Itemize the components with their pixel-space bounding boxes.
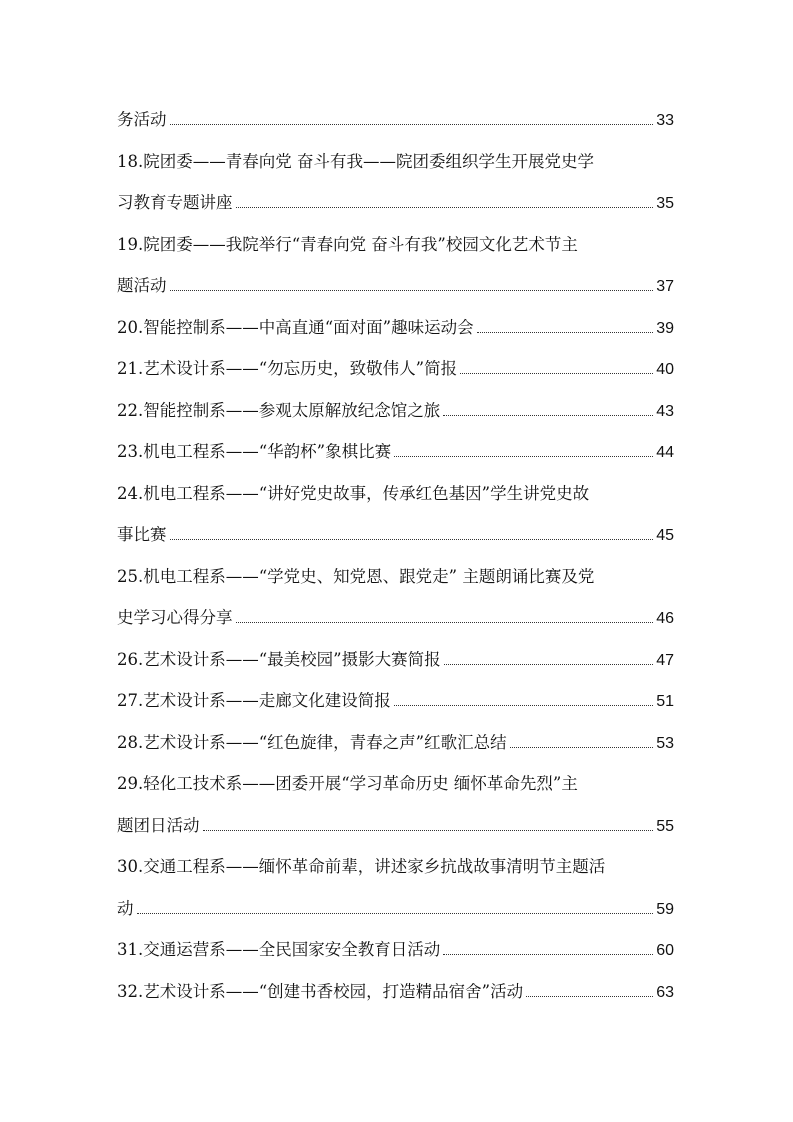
toc-page-number: 33 (656, 112, 674, 129)
toc-entry-line (117, 929, 674, 971)
toc-entry[interactable] (117, 141, 674, 224)
toc-entry-line (117, 763, 674, 805)
toc-entry-title: 32.艺术设计系——“创建书香校园，打造精品宿舍”活动 (117, 981, 524, 1001)
toc-entry-line (117, 182, 674, 224)
toc-entry-line (117, 971, 674, 1013)
toc-entry-line (117, 390, 674, 432)
toc-entry-line (117, 348, 674, 390)
toc-page-number: 63 (656, 983, 674, 1001)
dot-leader (203, 815, 654, 831)
dot-leader (170, 109, 654, 125)
toc-entry-line (117, 99, 674, 141)
toc-entry-line (117, 639, 674, 681)
dot-leader (394, 690, 653, 706)
toc-entry-title: 19.院团委——我院举行“青春向党 奋斗有我”校园文化艺术节主 (117, 234, 578, 254)
toc-entry-line (117, 597, 674, 639)
toc-entry-line (117, 846, 674, 888)
toc-entry-line (117, 473, 674, 515)
toc-entry[interactable] (117, 846, 674, 929)
toc-entry[interactable] (117, 763, 674, 846)
dot-leader (444, 649, 654, 665)
toc-entry-title: 题团日活动 (117, 815, 200, 835)
toc-entry-title: 20.智能控制系——中高直通“面对面”趣味运动会 (117, 317, 474, 337)
toc-entry-line (117, 307, 674, 349)
toc-entry-title: 25.机电工程系——“学党史、知党恩、跟党走” 主题朗诵比赛及党 (117, 566, 595, 586)
toc-page-number: 40 (656, 361, 674, 378)
toc-page-number: 45 (656, 527, 674, 544)
toc-page-number: 43 (656, 402, 674, 420)
toc-entry-title: 24.机电工程系——“讲好党史故事，传承红色基因”学生讲党史故 (117, 483, 590, 503)
toc-entry[interactable] (117, 390, 674, 432)
dot-leader (477, 317, 654, 333)
toc-entry-title: 习教育专题讲座 (117, 193, 233, 212)
toc-entry-line (117, 805, 674, 847)
dot-leader (170, 524, 654, 540)
toc-entry-line (117, 224, 674, 266)
toc-entry-title: 26.艺术设计系——“最美校园”摄影大赛简报 (117, 649, 441, 669)
toc-entry[interactable] (117, 473, 674, 556)
dot-leader (236, 192, 654, 208)
toc-entry-line (117, 722, 674, 764)
toc-page-number: 60 (656, 942, 674, 959)
toc-entry-line (117, 431, 674, 473)
toc-page-number: 35 (656, 195, 674, 212)
toc-page-number: 39 (656, 319, 674, 337)
toc-entry-title: 务活动 (117, 110, 167, 129)
toc-page-number: 47 (656, 651, 674, 669)
toc-entry-title: 29.轻化工技术系——团委开展“学习革命历史 缅怀革命先烈”主 (117, 774, 578, 793)
toc-entry[interactable] (117, 680, 674, 722)
toc-entry[interactable] (117, 99, 674, 141)
toc-entry-title: 28.艺术设计系——“红色旋律，青春之声”红歌汇总结 (117, 732, 507, 752)
toc-entry-line (117, 141, 674, 183)
dot-leader (460, 358, 653, 374)
dot-leader (443, 939, 653, 955)
toc-entry[interactable] (117, 929, 674, 971)
toc-page-number: 44 (656, 444, 674, 461)
toc-page-number: 53 (656, 734, 674, 752)
toc-entry-title: 动 (117, 898, 134, 918)
toc-entry[interactable] (117, 722, 674, 764)
toc-entry-title: 史学习心得分享 (117, 608, 233, 627)
dot-leader (510, 732, 654, 748)
toc-entry-line (117, 556, 674, 598)
toc-page-number: 37 (656, 278, 674, 295)
toc-entry[interactable] (117, 348, 674, 390)
toc-entry-line (117, 514, 674, 556)
dot-leader (236, 607, 654, 623)
toc-entry-line (117, 265, 674, 307)
dot-leader (170, 275, 654, 291)
toc-entry-title: 题活动 (117, 276, 167, 295)
dot-leader (394, 441, 653, 457)
toc-page-number: 46 (656, 610, 674, 627)
toc-entry-line (117, 888, 674, 930)
toc-entry-title: 21.艺术设计系——“勿忘历史，致敬伟人”简报 (117, 359, 458, 378)
toc-entry[interactable] (117, 307, 674, 349)
toc-entry[interactable] (117, 556, 674, 639)
toc-entry[interactable] (117, 224, 674, 307)
toc-page-number: 59 (656, 900, 674, 918)
toc-entry[interactable] (117, 639, 674, 681)
toc-entry-line (117, 680, 674, 722)
toc-entry[interactable] (117, 971, 674, 1013)
toc-entry-title: 30.交通工程系——缅怀革命前辈，讲述家乡抗战故事清明节主题活 (117, 857, 606, 876)
toc-entry[interactable] (117, 431, 674, 473)
dot-leader (526, 981, 653, 997)
table-of-contents (117, 99, 674, 1012)
toc-entry-title: 23.机电工程系——“华韵杯”象棋比赛 (117, 442, 392, 461)
dot-leader (443, 400, 653, 416)
toc-entry-title: 27.艺术设计系——走廊文化建设简报 (117, 691, 391, 710)
toc-page-number: 55 (656, 817, 674, 835)
toc-entry-title: 事比赛 (117, 525, 167, 544)
toc-entry-title: 22.智能控制系——参观太原解放纪念馆之旅 (117, 400, 441, 420)
dot-leader (137, 898, 654, 914)
toc-entry-title: 31.交通运营系——全民国家安全教育日活动 (117, 940, 441, 959)
toc-entry-title: 18.院团委——青春向党 奋斗有我——院团委组织学生开展党史学 (117, 151, 594, 171)
toc-page-number: 51 (656, 693, 674, 710)
